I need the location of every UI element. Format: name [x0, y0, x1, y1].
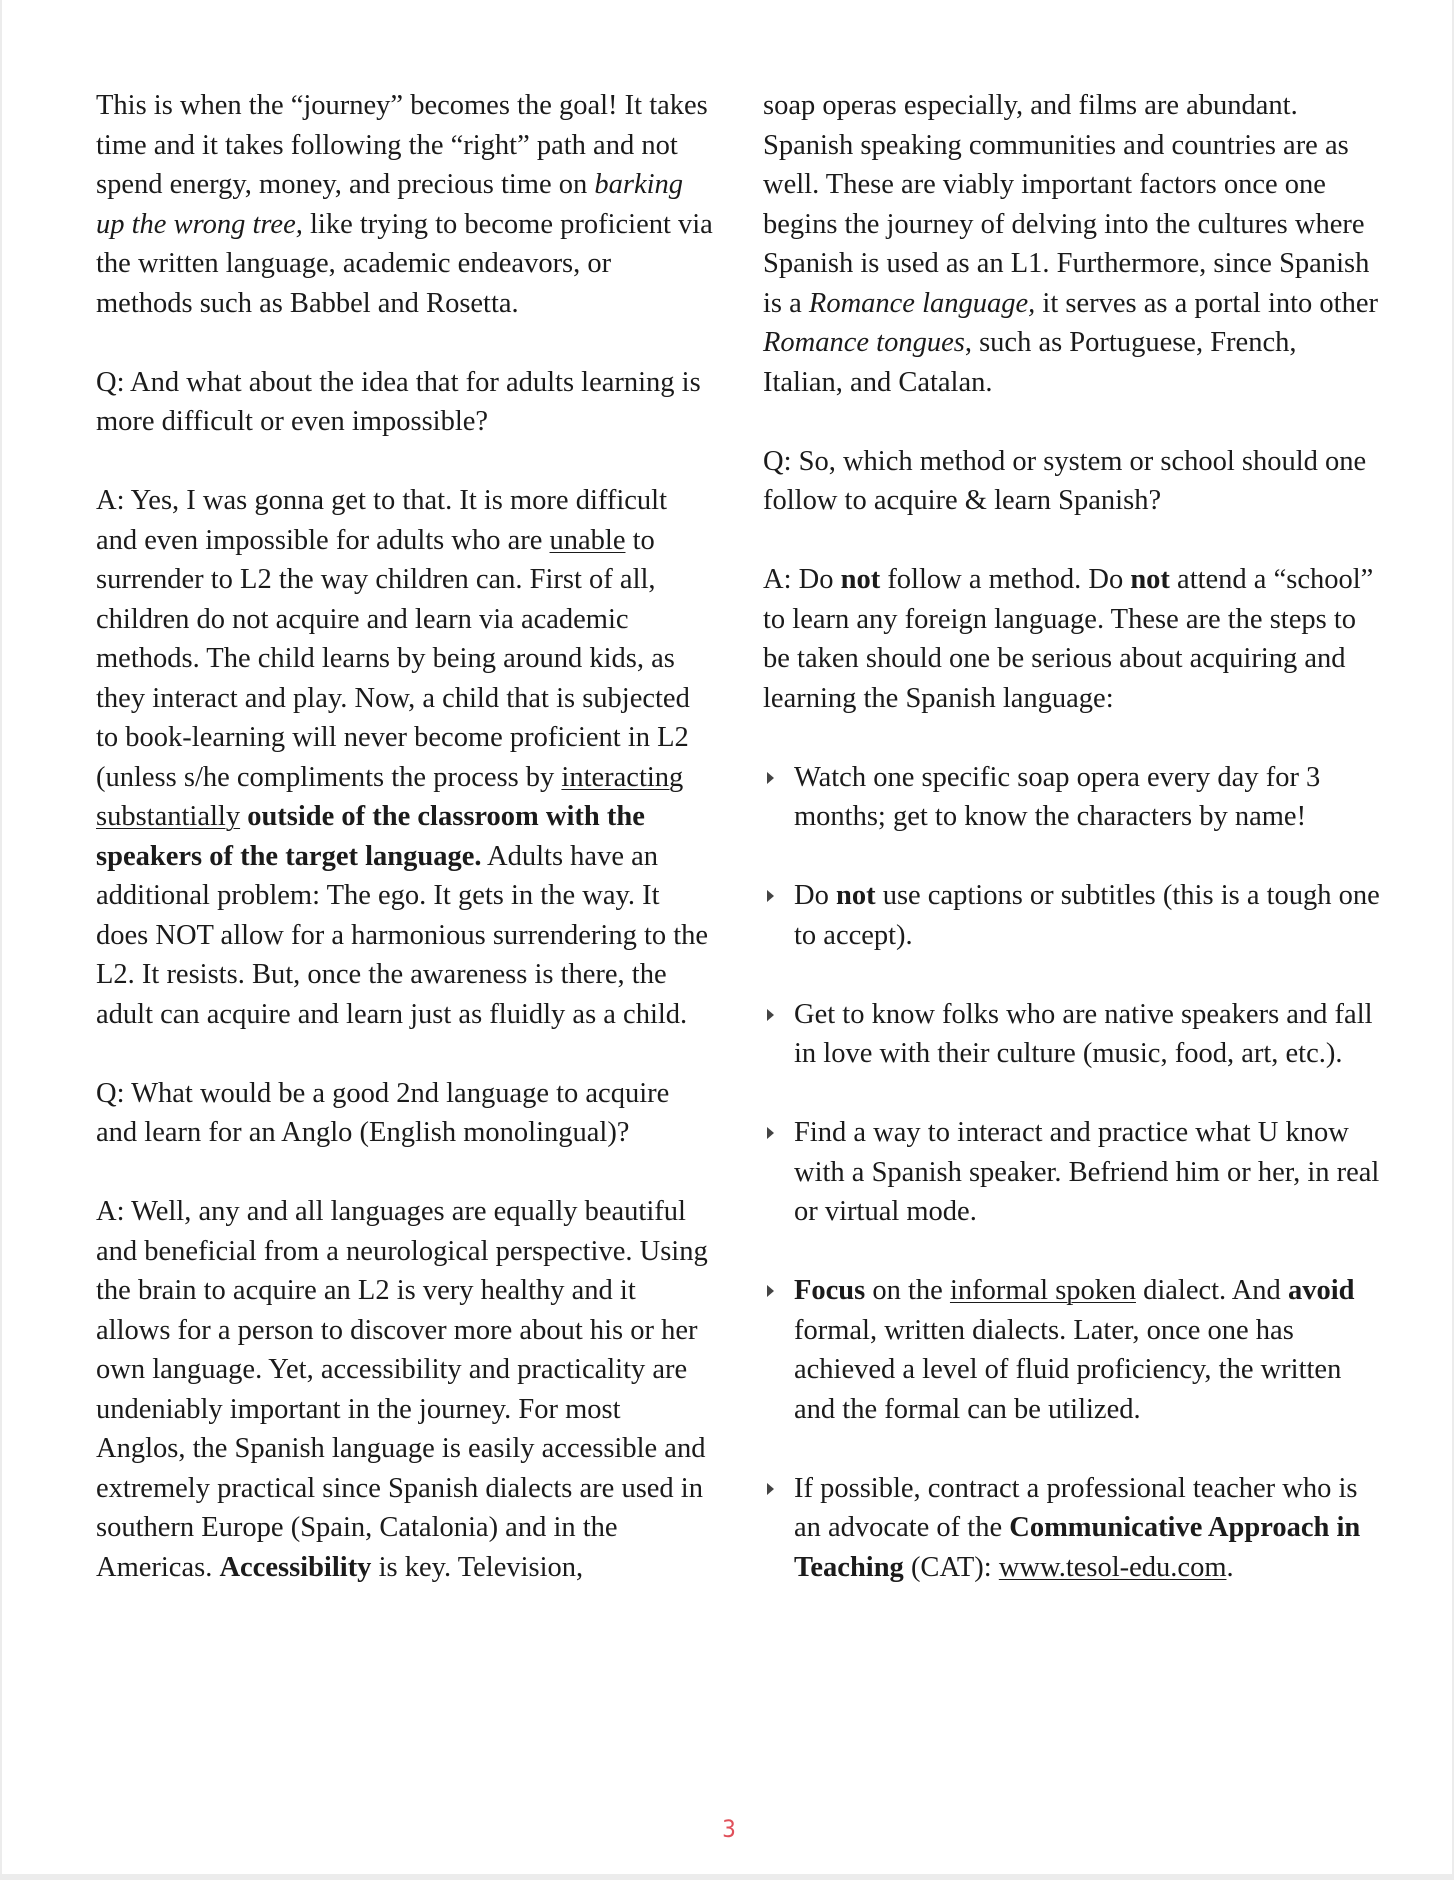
bold-phrase: not	[1130, 564, 1170, 595]
text-run: Do	[794, 880, 836, 911]
bold-phrase: not	[835, 880, 876, 911]
bold-phrase: not	[840, 564, 881, 595]
text-run: dialect. And	[1135, 1275, 1288, 1306]
italic-phrase: Romance tongues	[763, 327, 965, 358]
underlined-phrase: interacting substantially	[96, 761, 684, 832]
answer-second-language	[96, 1192, 714, 1587]
list-item	[763, 995, 1383, 1074]
text-run: (CAT):	[903, 1551, 999, 1583]
text-run: Watch one specific soap opera every day for 3 months; get to know the characters by name!	[794, 761, 1321, 832]
bold-phrase: outside of the classroom with the speakers of the target language.	[96, 801, 645, 872]
answer-adults	[96, 481, 714, 1034]
text-run: follow a method. Do	[880, 564, 1131, 595]
triangle-bullet-icon	[767, 890, 774, 902]
list-item	[763, 876, 1383, 955]
italic-phrase: Romance language,	[808, 287, 1036, 319]
text-run: Get to know folks who are native speakers and fall in love with their culture (music, food, art, etc.).	[794, 998, 1373, 1069]
bold-phrase: Accessibility	[219, 1551, 372, 1583]
document-page	[2, 0, 1452, 1874]
underlined-phrase: informal spoken	[949, 1275, 1136, 1306]
text-run: A: Well, any and all languages are equally beautiful and beneficial from a neurological perspective. Using the brain to acquire an L2 is very healthy and it allows for a person to discover more about his or her own language. Yet, accessibility and practicality are undeniably important in the journey. For most Anglos, the Spanish language is easily accessible and extremely practical since Spanish dialects are used in southern Europe (Spain, Catalonia) and in the Americas.	[96, 1196, 708, 1583]
text-run: like trying to become proficient via the written language, academic endeavors, or methods such as Babbel and Rosetta.	[96, 208, 713, 319]
list-item	[763, 758, 1383, 837]
continued-paragraph	[763, 86, 1383, 402]
triangle-bullet-icon	[767, 1127, 774, 1139]
text-run: Find a way to interact and practice what U know with a Spanish speaker. Befriend him or her, in real or virtual mode.	[794, 1117, 1380, 1227]
question-adults: Q: And what about the idea that for adults learning is more difficult or even impossible?	[96, 366, 701, 437]
text-run: on the	[865, 1275, 950, 1306]
bold-phrase: Communicative Approach in Teaching	[794, 1512, 1361, 1583]
underlined-phrase: unable	[549, 524, 626, 556]
text-run: .	[1226, 1551, 1234, 1583]
bold-phrase: Focus	[794, 1275, 866, 1306]
intro-paragraph	[96, 86, 714, 323]
text-run: soap operas especially, and films are abundant. Spanish speaking communities and countries are as well. These are viably important factors once one begins the journey of delving into the cultures where Spanish is used as an L1. Furthermore, since Spanish is a	[763, 90, 1370, 319]
text-run: use captions or subtitles (this is a tough one to accept).	[794, 880, 1380, 951]
triangle-bullet-icon	[767, 1009, 774, 1021]
text-run: formal, written dialects. Later, once one has achieved a level of fluid proficiency, the written and the formal can be utilized.	[794, 1314, 1342, 1425]
text-run: A: Yes, I was gonna get to that. It is more difficult and even impossible for adults who are	[96, 485, 667, 556]
triangle-bullet-icon	[767, 772, 774, 784]
text-run: attend a “school” to learn any foreign language. These are the steps to be taken should one be serious about acquiring and learning the Spanish language:	[763, 564, 1374, 714]
answer-method	[763, 560, 1383, 718]
question-method: Q: So, which method or system or school should one follow to acquire & learn Spanish?	[763, 445, 1367, 516]
tesol-edu-link[interactable]: www.tesol-edu.com	[998, 1551, 1227, 1583]
steps-list	[763, 758, 1383, 1588]
question-second-language: Q: What would be a good 2nd language to acquire and learn for an Anglo (English monolingual)?	[96, 1077, 670, 1148]
text-run: , such as Portuguese, French, Italian, and Catalan.	[763, 327, 1297, 398]
text-run: This is when the “journey” becomes the goal! It takes time and it takes following the “right” path and not spend energy, money, and precious time on	[96, 90, 708, 200]
text-run: Adults have an additional problem: The ego. It gets in the way. It does NOT allow for a harmonious surrendering to the L2. It resists. But, once the awareness is there, the adult can acquire and learn just as fluidly as a child.	[96, 840, 709, 1030]
right-column	[763, 86, 1383, 1627]
page-number: 3	[722, 1815, 736, 1843]
triangle-bullet-icon	[767, 1483, 774, 1495]
text-run: to surrender to L2 the way children can. First of all, children do not acquire and learn via academic methods. The child learns by being around kids, as they interact and play. Now, a child that is subjected to book-learning will never become proficient in L2 (unless s/he compliments the process by	[96, 524, 690, 793]
text-run: If possible, contract a professional teacher who is an advocate of the	[794, 1472, 1358, 1543]
list-item	[763, 1113, 1383, 1232]
text-run: it serves as a portal into other	[1035, 287, 1378, 319]
italic-phrase: barking up the wrong tree,	[96, 169, 684, 240]
triangle-bullet-icon	[767, 1285, 774, 1297]
list-item	[763, 1271, 1383, 1429]
text-run: A: Do	[763, 564, 841, 595]
list-item	[763, 1469, 1383, 1588]
left-column	[96, 86, 714, 1627]
bold-phrase: avoid	[1287, 1275, 1355, 1306]
text-run: is key. Television,	[371, 1551, 584, 1583]
